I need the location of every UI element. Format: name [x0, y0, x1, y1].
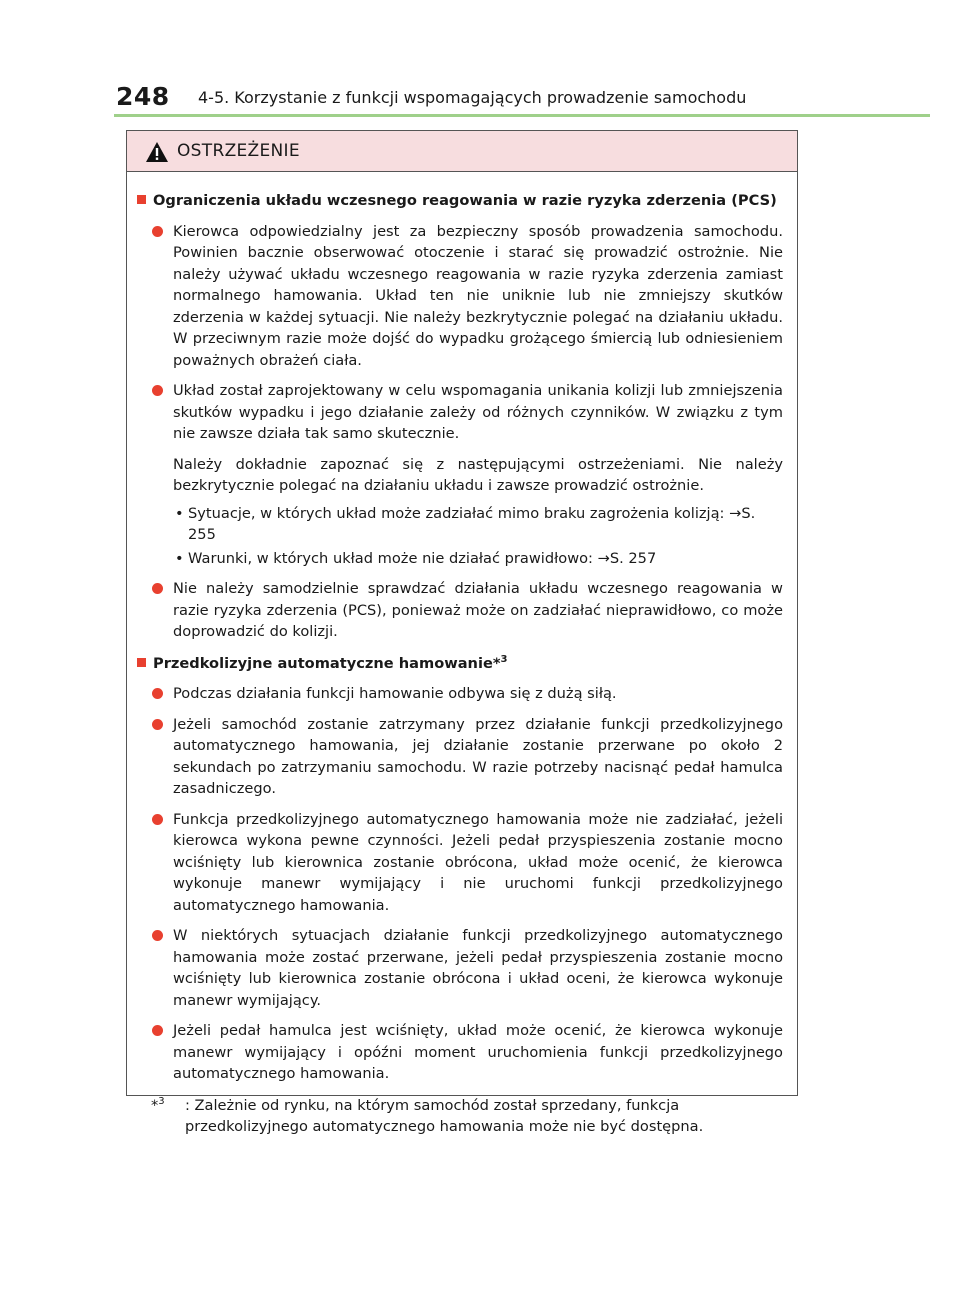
- list-item: [137, 925, 783, 1011]
- item-text: Kierowca odpowiedzialny jest za bezpieczny sposób prowadzenia samochodu. Powinien bacznie obserwować otoczenie i starać się prowadzić ostrożnie. Nie należy używać układu wczesnego reagowania w razie ryzyka zderzenia zamiast normalnego hamowania. Układ ten nie uniknie lub nie zmniejszy skutków zderzenia w każdej sytuacji. Nie należy bezkrytycznie polegać na działaniu układu. W przeciwnym razie może dojść do wypadku grożącego śmiercią lub odniesieniem poważnych obrażeń ciała.: [173, 222, 783, 369]
- item-text: Jeżeli pedał hamulca jest wciśnięty, układ może ocenić, że kierowca wykonuje manewr wymijający i opóźni moment uruchomienia funkcji przedkolizyjnego automatycznego hamowania.: [173, 1022, 783, 1082]
- circle-bullet-icon: [152, 1025, 163, 1036]
- list-item: [137, 1020, 783, 1085]
- square-bullet-icon: [137, 658, 146, 667]
- sub-item-text: Warunki, w których układ może nie działać prawidłowo: →S. 257: [188, 549, 657, 567]
- item-text: Nie należy samodzielnie sprawdzać działania układu wczesnego reagowania w razie ryzyka zderzenia (PCS), ponieważ może on zadziałać nieprawidłowo, co może doprowadzić do kolizji.: [173, 580, 783, 640]
- circle-bullet-icon: [152, 583, 163, 594]
- circle-bullet-icon: [152, 385, 163, 396]
- circle-bullet-icon: [152, 719, 163, 730]
- list-item: [137, 578, 783, 643]
- circle-bullet-icon: [152, 226, 163, 237]
- sub-item-text: Sytuacje, w których układ może zadziałać mimo braku zagrożenia kolizją: →S. 255: [188, 504, 756, 543]
- warning-triangle-icon: [145, 141, 169, 163]
- warning-header: [127, 131, 797, 172]
- header-divider: [114, 114, 930, 117]
- section-heading: [137, 653, 783, 675]
- item-paragraph: Należy dokładnie zapoznać się z następującymi ostrzeżeniami. Nie należy bezkrytycznie polegać na działaniu układu i zawsze prowadzić ostrożnie.: [173, 455, 783, 494]
- circle-bullet-icon: [152, 814, 163, 825]
- warning-title: OSTRZEŻENIE: [177, 141, 300, 161]
- section-title: Ograniczenia układu wczesnego reagowania w razie ryzyka zderzenia (PCS): [153, 192, 777, 209]
- page-number: 248: [116, 82, 170, 111]
- list-item: [137, 380, 783, 445]
- bullet-glyph: •: [175, 549, 184, 567]
- section-title: Przedkolizyjne automatyczne hamowanie*$^3$: [153, 653, 508, 672]
- sub-item: [137, 548, 783, 570]
- circle-bullet-icon: [152, 930, 163, 941]
- list-item: [137, 221, 783, 372]
- footnote-text: : Zależnie od rynku, na którym samochód został sprzedany, funkcja przedkolizyjnego automatycznego hamowania może nie być dostępna.: [185, 1096, 704, 1135]
- sub-item: [137, 503, 783, 546]
- square-bullet-icon: [137, 195, 146, 204]
- item-text: Podczas działania funkcji hamowanie odbywa się z dużą siłą.: [173, 685, 617, 702]
- footnote: [137, 1095, 783, 1138]
- list-item: [137, 809, 783, 917]
- circle-bullet-icon: [152, 688, 163, 699]
- item-text: Układ został zaprojektowany w celu wspomagania unikania kolizji lub zmniejszenia skutków wypadku i jego działanie zależy od różnych czynników. W związku z tym nie zawsze działa tak samo skutecznie.: [173, 382, 783, 442]
- warning-content: [127, 172, 797, 1138]
- item-text: Funkcja przedkolizyjnego automatycznego hamowania może nie zadziałać, jeżeli kierowca wykona pewne czynności. Jeżeli pedał przyspieszenia zostanie mocno wciśnięty lub kierownica zostanie obrócona, układ może ocenić, że kierowca wykonuje manewr wymijający i nie uruchomi funkcji przedkolizyjnego automatycznego hamowania.: [173, 810, 783, 914]
- item-text: Jeżeli samochód zostanie zatrzymany przez działanie funkcji przedkolizyjnego automatycznego hamowania, jej działanie zostanie przerwane po około 2 sekundach po zatrzymaniu samochodu. W razie potrzeby nacisnąć pedał hamulca zasadniczego.: [173, 715, 783, 797]
- bullet-glyph: •: [175, 504, 184, 522]
- list-item: [137, 714, 783, 800]
- chapter-title: 4-5. Korzystanie z funkcji wspomagających prowadzenie samochodu: [198, 88, 747, 107]
- item-text: W niektórych sytuacjach działanie funkcji przedkolizyjnego automatycznego hamowania może zostać przerwane, jeżeli pedał przyspieszenia zostanie mocno wciśnięty lub kierownica zostanie obrócona i układ oceni, że kierowca wykonuje manewr wymijający.: [173, 927, 783, 1009]
- warning-box: [126, 130, 798, 1135]
- footnote-mark: *$^3$: [151, 1095, 165, 1114]
- section-heading: [137, 190, 783, 212]
- list-item: [137, 683, 783, 705]
